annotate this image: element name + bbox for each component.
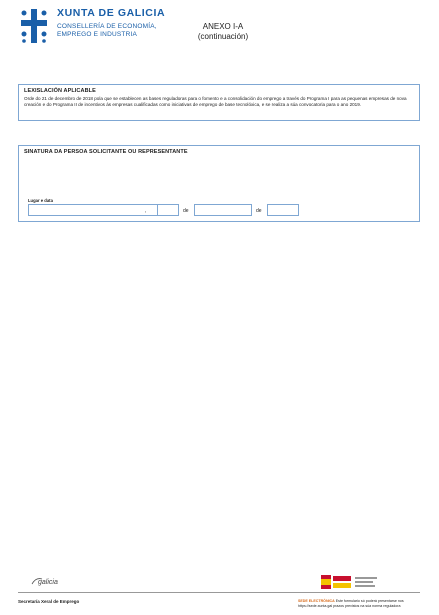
svg-text:galicia: galicia [38, 579, 58, 586]
xunta-cross-logo-icon [18, 7, 50, 45]
separator-comma: , [145, 208, 147, 214]
signature-section [18, 145, 420, 222]
org-subtitle [57, 23, 157, 39]
place-input[interactable] [28, 204, 160, 216]
sede-url-link[interactable]: https://sede.xunta.gal [298, 603, 333, 608]
spain-government-logo-icon [321, 574, 381, 590]
day-input[interactable] [157, 204, 179, 216]
footer-divider [18, 592, 420, 593]
annex-title [190, 22, 256, 41]
month-input[interactable] [194, 204, 252, 216]
org-subtitle-line2: EMPREGO E INDUSTRIA [57, 31, 138, 38]
signature-title: SINATURA DA PERSOA SOLICITANTE OU REPRESENTANTE [24, 149, 188, 155]
sede-text: Este formulario só poderá presentarse nos [334, 599, 404, 603]
legislation-title: LEXISLACIÓN APLICABLE [24, 88, 96, 94]
year-input[interactable] [267, 204, 299, 216]
sede-text-2: prazos previstos na súa norma reguladora [333, 603, 401, 608]
org-name: XUNTA DE GALICIA [57, 7, 166, 19]
sede-brand: SEDE ELECTRÓNICA [298, 599, 335, 603]
separator-de-1: de [183, 208, 189, 214]
galicia-logo-icon [30, 575, 64, 587]
footer-department: Secretaría Xeral de Emprego [18, 599, 80, 604]
separator-de-2: de [256, 208, 262, 214]
annex-line2: (continuación) [197, 31, 249, 41]
org-subtitle-line1: CONSELLERÍA DE ECONOMÍA, [57, 23, 157, 30]
footer-sede-notice [298, 599, 404, 608]
annex-line1: ANEXO I-A [202, 22, 244, 31]
legislation-section [18, 84, 420, 121]
place-date-label: Lugar e data [28, 198, 53, 203]
legislation-text: Orde do 21 de decembro de 2018 pola que se establecen as bases reguladoras para o fomento e a consolidación do emprego a través do Programa I para as pequenas empresas de nova creación e do Programa II de incentivos ás empresas cualificadas como iniciativas de emprego de base tecnolóxica, e se realiza a súa convocatoria para o ano 2019. [24, 96, 407, 107]
